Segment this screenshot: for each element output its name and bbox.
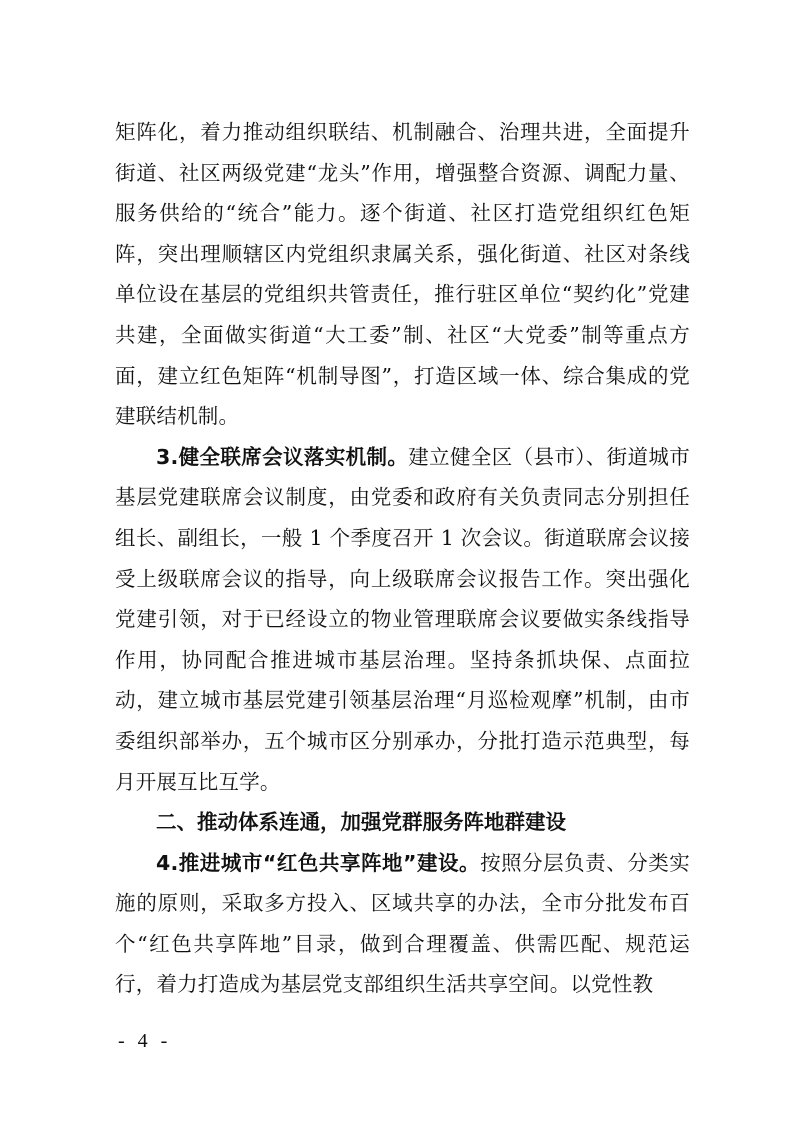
item-4-title: 4.推进城市“红色共享阵地”建设。 [156,850,481,875]
document-body [115,112,690,1005]
item-3-paragraph [115,437,690,802]
section-2-heading: 二、推动体系连通，加强党群服务阵地群建设 [156,810,566,835]
item-3-body: 建立健全区（县市）、街道城市基层党建联席会议制度，由党委和政府有关负责同志分别担任组长、副组长，一般 1 个季度召开 1 次会议。街道联席会议接受上级联席会议的指导，向上级联席会议报告工作。突出强化党建引领，对于已经设立的物业管理联席会议要做实条线指导作用，协同配合推进城市基层治理。坚持条抓块保、点面拉动，建立城市基层党建引领基层治理“月巡检观摩”机制，由市委组织部举办，五个城市区分别承办，分批打造示范典型，每月开展互比互学。 [115,444,690,794]
paragraph-continuation: 矩阵化，着力推动组织联结、机制融合、治理共进，全面提升街道、社区两级党建“龙头”作用，增强整合资源、调配力量、服务供给的“统合”能力。逐个街道、社区打造党组织红色矩阵，突出理顺辖区内党组织隶属关系，强化街道、社区对条线单位设在基层的党组织共管责任，推行驻区单位“契约化”党建共建，全面做实街道“大工委”制、社区“大党委”制等重点方面，建立红色矩阵“机制导图”，打造区域一体、综合集成的党建联结机制。 [115,120,690,429]
page-number: - 4 - [118,1030,172,1052]
item-4-paragraph [115,843,690,1005]
item-3-title: 3.健全联席会议落实机制。 [156,444,409,469]
item-4-body: 按照分层负责、分类实施的原则，采取多方投入、区域共享的办法，全市分批发布百个“红色共享阵地”目录，做到合理覆盖、供需匹配、规范运行，着力打造成为基层党支部组织生活共享空间。以党性教 [115,850,690,997]
